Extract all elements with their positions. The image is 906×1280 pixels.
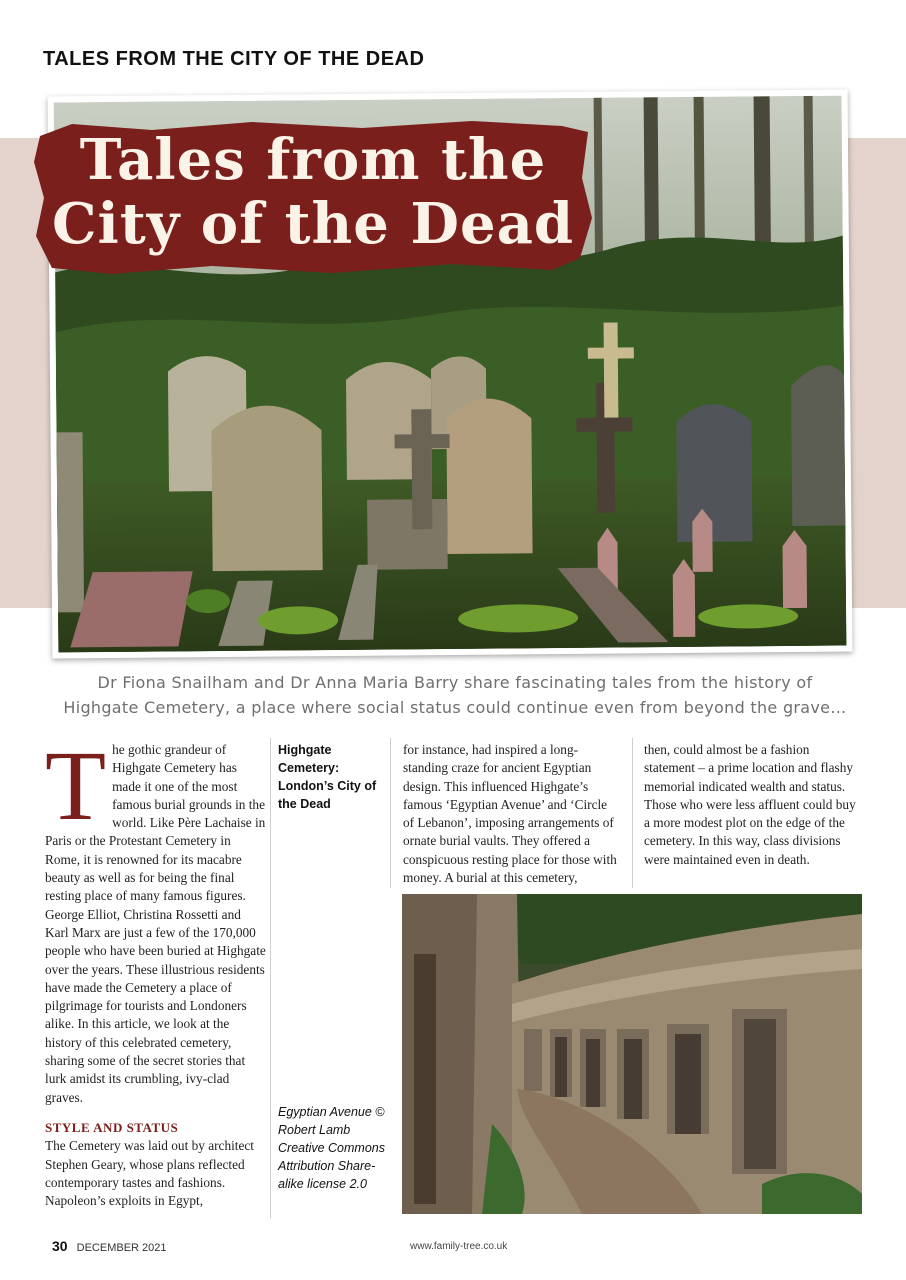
subheading: STYLE AND STATUS [45,1119,179,1135]
column-divider [390,738,391,888]
article-column-3 [403,741,621,887]
body-paragraph: for instance, had inspired a long-standing craze for ancient Egyptian design. This influenced Highgate’s famous ‘Egyptian Avenue’ and ‘Circle of Lebanon’, imposing arrangements of ornate burial vaults. They offered a conspicuous resting place for those with money. A burial at this cemetery, [403,742,617,886]
column-divider [270,738,271,1218]
body-paragraph: he gothic grandeur of Highgate Cemetery has made it one of the most famous burial grounds in the world. Like Père Lachaise in Paris or the Protestant Cemetery in Rome, it is renowned for its macabre beauty as well as for being the final resting place of many famous figures. George Elliot, Christina Rossetti and Karl Marx are just a few of the 170,000 people who have been buried at Highgate over the years. These illustrious residents have made the Cemetery a place of pilgrimage for tourists and Londoners alike. In this article, we look at the history of this celebrated cemetery, sharing some of the secret stories that lurk amidst its crumbling, ivy-clad graves. [45,742,266,1105]
title-banner [32,118,594,278]
body-paragraph: then, could almost be a fashion statement – a prime location and flashy memorial indicated wealth and status. Those who were less affluent could buy a more modest plot on the edge of the cemetery. In this way, class divisions were maintained even in death. [644,742,856,867]
section-title: TALES FROM THE CITY OF THE DEAD [43,48,425,70]
footer-left [52,1238,167,1254]
sidebar-column [278,741,386,813]
title-line-2: City of the Dead [51,191,575,257]
photo-caption: Egyptian Avenue © Robert Lamb Creative Commons Attribution Share-alike license 2.0 [278,1105,385,1191]
egyptian-avenue-photo [402,894,862,1214]
body-paragraph: The Cemetery was laid out by architect Stephen Geary, whose plans reflected contemporary tastes and fashions. Napoleon’s exploits in Egypt, [45,1138,254,1209]
drop-cap: T [45,730,107,841]
article-title [32,128,594,256]
title-line-1: Tales from the [79,127,547,193]
page-number: 30 [52,1238,68,1254]
article-column-1 [45,730,267,1210]
column-divider [632,738,633,888]
footer-website: www.family-tree.co.uk [410,1241,508,1252]
egyptian-avenue-illustration [402,894,862,1214]
article-column-4 [644,741,862,869]
sidebar-title: Highgate Cemetery: London’s City of the Dead [278,743,377,811]
standfirst: Dr Fiona Snailham and Dr Anna Maria Barry share fascinating tales from the history of Highgate Cemetery, a place where social status could continue even from beyond the grave… [63,673,847,717]
issue-date: DECEMBER 2021 [76,1242,167,1254]
